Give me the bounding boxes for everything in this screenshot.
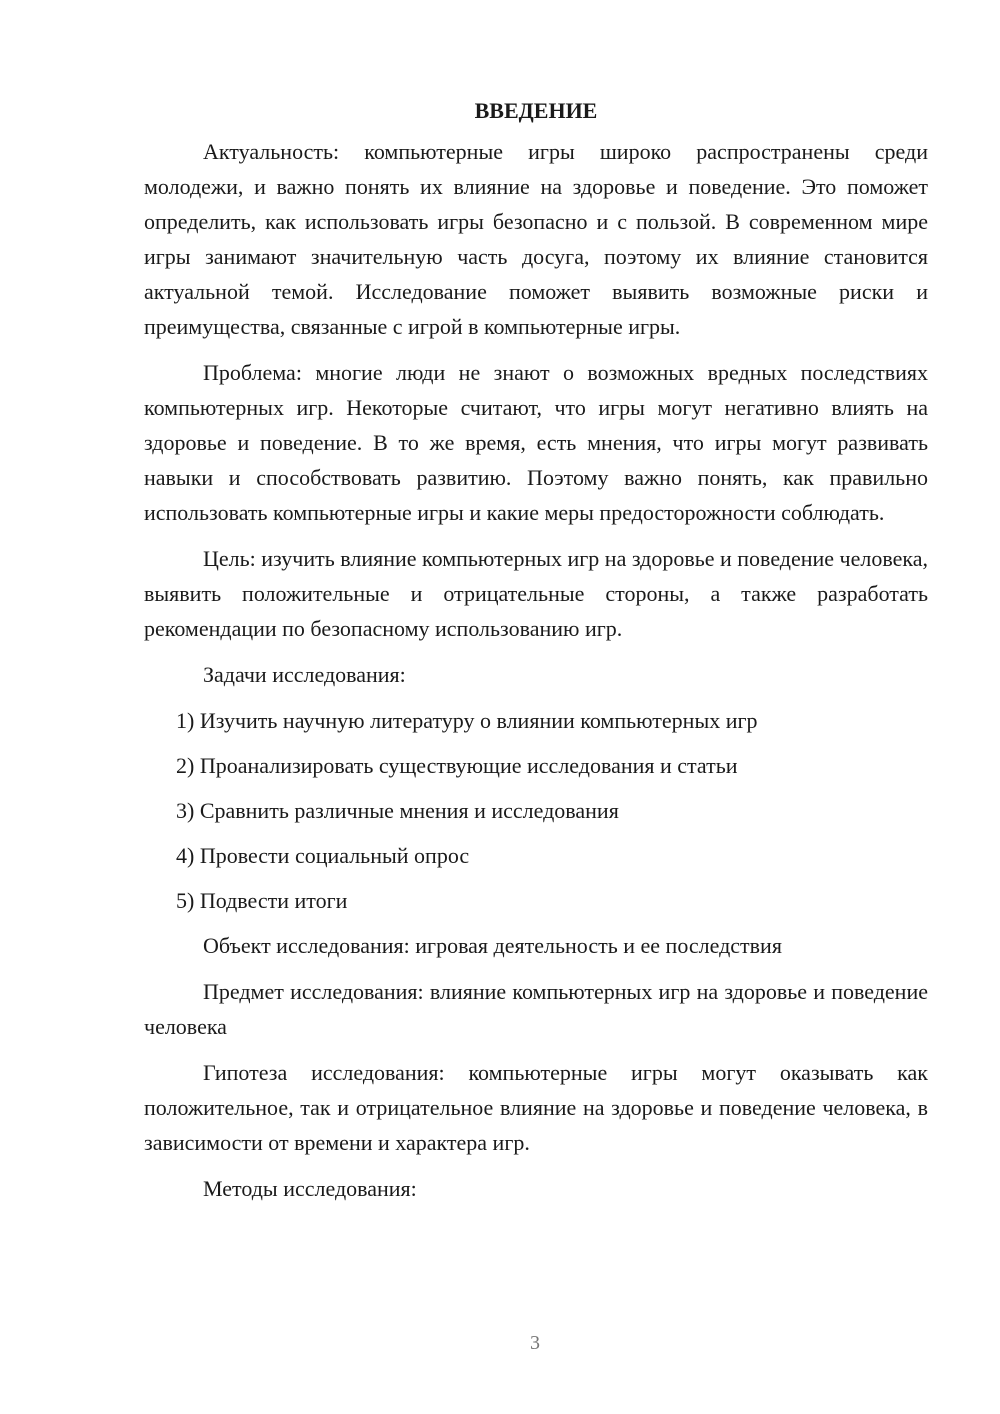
list-item: 5) Подвести итоги [176,888,348,913]
object-paragraph: Объект исследования: игровая деятельность и ее последствия [203,933,782,958]
page-number: 3 [530,1332,540,1354]
tasks-heading: Задачи исследования: [203,662,406,687]
hypothesis-paragraph: Гипотеза исследования: компьютерные игры могут оказывать как положительное, так и отрицательное влияние на здоровье и поведение человека, в зависимости от времени и характера игр. [144,1060,928,1155]
page-title: ВВЕДЕНИЕ [474,98,598,123]
list-item: 1) Изучить научную литературу о влиянии компьютерных игр [176,708,758,733]
subject-paragraph: Предмет исследования: влияние компьютерных игр на здоровье и поведение человека [144,979,928,1039]
document-page [144,96,928,1217]
tasks-list [144,703,928,918]
goal-paragraph: Цель: изучить влияние компьютерных игр на здоровье и поведение человека, выявить положительные и отрицательные стороны, а также разработать рекомендации по безопасному использованию игр. [144,546,929,641]
list-item: 3) Сравнить различные мнения и исследования [176,798,619,823]
problem-paragraph: Проблема: многие люди не знают о возможных вредных последствиях компьютерных игр. Некоторые считают, что игры могут негативно влиять на здоровье и поведение. В то же время, есть мнения, что игры могут развивать навыки и способствовать развитию. Поэтому важно понять, как правильно использовать компьютерные игры и какие меры предосторожности соблюдать. [144,360,928,525]
methods-heading: Методы исследования: [203,1176,417,1201]
relevance-paragraph: Актуальность: компьютерные игры широко распространены среди молодежи, и важно понять их влияние на здоровье и поведение. Это поможет определить, как использовать игры безопасно и с пользой. В современном мире игры занимают значительную часть досуга, поэтому их влияние становится актуальной темой. Исследование поможет выявить возможные риски и преимущества, связанные с игрой в компьютерные игры. [144,139,928,339]
list-item: 2) Проанализировать существующие исследования и статьи [176,753,738,778]
list-item: 4) Провести социальный опрос [176,843,470,868]
